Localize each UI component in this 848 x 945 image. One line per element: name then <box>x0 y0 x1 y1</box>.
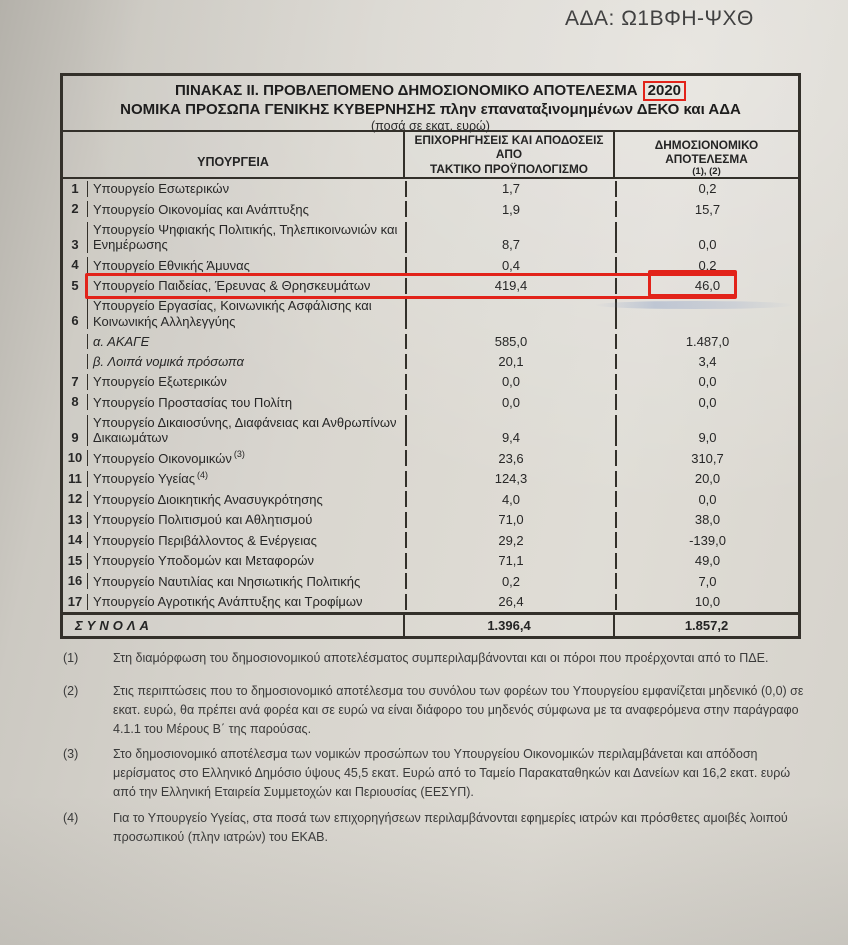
table-row <box>63 220 798 256</box>
footnote-number: (1) <box>63 651 79 665</box>
row-number: 16 <box>63 573 88 589</box>
footnote-1 <box>63 649 815 668</box>
result-value: 15,7 <box>694 201 721 217</box>
table-row <box>63 392 798 413</box>
table-row-highlighted <box>63 276 798 297</box>
row-number: 11 <box>63 471 88 487</box>
result-value: 3,4 <box>698 353 717 369</box>
entity-name <box>88 354 405 370</box>
ministry-name <box>88 298 405 329</box>
ministry-name <box>88 512 405 528</box>
table-row <box>63 469 798 490</box>
footnote-number: (2) <box>63 684 79 698</box>
year-highlight-box: 2020 <box>643 81 686 101</box>
ministry-name-text: Υπουργείο Οικονομίας και Ανάπτυξης <box>93 201 309 217</box>
ministry-name <box>88 395 405 411</box>
totals-row <box>63 612 798 636</box>
table-subrow <box>63 332 798 352</box>
grants-value: 419,4 <box>407 278 617 294</box>
result-value: 46,0 <box>694 278 721 293</box>
grants-value: 0,0 <box>407 394 617 410</box>
table-row <box>63 448 798 469</box>
footnote-text: Στο δημοσιονομικό αποτέλεσμα των νομικών προσώπων του Υπουργείου Οικονομικών περιλαμβάνεται και απόδοση μερίσματος στο Ελληνικό Δημόσιο ύψους 45,5 εκατ. Ευρώ από το Ταμείο Παρακαταθηκών και Δανείων και 16,2 εκατ. ευρώ από την Ελληνική Εταιρεία Συμμετοχών και Περιουσίας (ΕΕΣΥΠ). <box>113 747 791 799</box>
ministry-name-text: Υπουργείο Εθνικής Άμυνας <box>93 257 250 273</box>
ministry-name-text: Υπουργείο Ψηφιακής Πολιτικής, Τηλεπικοινωνιών και Ενημέρωσης <box>93 221 398 252</box>
row-number: 5 <box>63 278 88 294</box>
ministry-name <box>88 181 405 197</box>
ministry-name-text: Υπουργείο Εξωτερικών <box>93 374 227 389</box>
units-note: (ποσά σε εκατ. ευρώ) <box>371 119 490 133</box>
ministry-name <box>88 278 405 294</box>
result-value: 0,0 <box>698 491 717 507</box>
grants-value: 0,0 <box>407 374 617 390</box>
footnote-3 <box>63 745 815 802</box>
result-value: 0,0 <box>698 237 717 252</box>
totals-grants-value: 1.396,4 <box>405 615 615 636</box>
footnote-text: Για το Υπουργείο Υγείας, στα ποσά των επιχορηγήσεων περιλαμβάνονται εφημερίες ιατρών και πρόσθετες αμοιβές λοιπού προσωπικού (πλην ιατρών) του ΕΚΑΒ. <box>113 811 788 844</box>
ministry-name <box>88 594 405 610</box>
footnote-ref: (3) <box>233 449 245 460</box>
table-row <box>63 530 798 551</box>
ministry-name <box>88 553 405 569</box>
ministry-name-text: Υπουργείο Υγείας <box>93 471 195 486</box>
row-number: 9 <box>63 415 88 446</box>
table-row <box>63 199 798 220</box>
row-number: 10 <box>63 450 88 466</box>
ministry-name <box>88 202 405 218</box>
footnote-text: Στις περιπτώσεις που το δημοσιονομικό αποτέλεσμα του συνόλου των φορέων του Υπουργείου εμφανίζεται μηδενικό (0,0) σε εκατ. ευρώ, θα πρέπει ανά φορέα και σε ευρώ να είναι διάφορο του μηδενός σύμφωνα με τα αναφερόμενα στην παράγραφο 4.1.1 του Μέρους Β΄ της παρούσας. <box>113 684 804 736</box>
result-value: 0,0 <box>698 394 717 410</box>
grants-value: 0,2 <box>407 573 617 589</box>
header-grants-line1: ΕΠΙΧΟΡΗΓΗΣΕΙΣ ΚΑΙ ΑΠΟΔΟΣΕΙΣ ΑΠΟ <box>414 132 604 161</box>
ministry-name-text: Υπουργείο Ναυτιλίας και Νησιωτικής Πολιτικής <box>93 573 361 589</box>
ministry-name-text: Υπουργείο Εσωτερικών <box>93 181 230 196</box>
header-fiscal-result-notes: (1), (2) <box>692 166 721 177</box>
result-value: 49,0 <box>694 553 721 568</box>
grants-value: 4,0 <box>407 491 617 507</box>
result-value: 10,0 <box>694 594 721 609</box>
ministry-name <box>88 222 405 253</box>
table-subtitle: ΝΟΜΙΚΑ ΠΡΟΣΩΠΑ ΓΕΝΙΚΗΣ ΚΥΒΕΡΝΗΣΗΣ πλην επαναταξινομημένων ΔΕΚΟ και ΑΔΑ <box>120 101 741 118</box>
ministry-name-text: Υπουργείο Διοικητικής Ανασυγκρότησης <box>93 491 323 507</box>
table-header-row <box>63 132 798 179</box>
grants-value: 1,7 <box>407 181 617 197</box>
ministry-name-text: Υπουργείο Εργασίας, Κοινωνικής Ασφάλισης και Κοινωνικής Αλληλεγγύης <box>93 298 372 329</box>
ada-code: ΑΔΑ: Ω1ΒΦΗ-ΨΧΘ <box>565 7 754 30</box>
entity-name-text: α. ΑΚΑΓΕ <box>93 333 150 349</box>
grants-value <box>407 298 617 329</box>
header-ministries: ΥΠΟΥΡΓΕΙΑ <box>63 132 405 177</box>
grants-value: 23,6 <box>407 450 617 466</box>
footnote-number: (4) <box>63 811 79 825</box>
table-row <box>63 592 798 613</box>
row-number: 15 <box>63 553 88 569</box>
ministry-name <box>88 574 405 590</box>
ministry-name-text: Υπουργείο Προστασίας του Πολίτη <box>93 394 293 410</box>
table-title-text: ΠΙΝΑΚΑΣ ΙΙ. ΠΡΟΒΛΕΠΟΜΕΝΟ ΔΗΜΟΣΙΟΝΟΜΙΚΟ ΑΠΟΤΕΛΕΣΜΑ <box>174 82 638 99</box>
result-value: 0,2 <box>698 257 717 273</box>
ministry-name-text: Υπουργείο Αγροτικής Ανάπτυξης και Τροφίμων <box>93 594 363 609</box>
result-value: 1.487,0 <box>685 333 730 349</box>
row-number: 1 <box>63 181 88 197</box>
ministry-name-text: Υπουργείο Δικαιοσύνης, Διαφάνειας και Ανθρωπίνων Δικαιωμάτων <box>93 414 397 445</box>
header-fiscal-result-line1: ΔΗΜΟΣΙΟΝΟΜΙΚΟ ΑΠΟΤΕΛΕΣΜΑ <box>654 138 759 166</box>
ministry-name-text: Υπουργείο Περιβάλλοντος & Ενέργειας <box>93 532 317 548</box>
footnote-2 <box>63 682 815 739</box>
entity-name-text: β. Λοιπά νομικά πρόσωπα <box>93 353 244 369</box>
table-title-block <box>63 76 798 132</box>
result-value: 310,7 <box>691 450 724 466</box>
table-row <box>63 179 798 200</box>
footnote-ref: (4) <box>197 469 208 480</box>
row-number: 17 <box>63 594 88 610</box>
table-row <box>63 413 798 449</box>
result-value: 38,0 <box>694 512 721 527</box>
grants-value: 585,0 <box>407 334 617 350</box>
row-number <box>63 354 88 370</box>
table-row <box>63 372 798 393</box>
row-number: 12 <box>63 491 88 507</box>
totals-label: ΣΥΝΟΛΑ <box>63 615 405 636</box>
ministry-name <box>88 492 405 508</box>
totals-result-value: 1.857,2 <box>684 618 729 633</box>
grants-value: 71,1 <box>407 553 617 569</box>
grants-value: 20,1 <box>407 354 617 370</box>
ministry-name <box>88 258 405 274</box>
ministry-name-text: Υπουργείο Οικονομικών <box>93 450 232 466</box>
ministry-name-text: Υπουργείο Παιδείας, Έρευνας & Θρησκευμάτων <box>93 278 371 293</box>
table-row <box>63 489 798 510</box>
row-number: 3 <box>63 222 88 253</box>
grants-value: 1,9 <box>407 201 617 217</box>
row-number <box>63 334 88 350</box>
grants-value: 71,0 <box>407 512 617 528</box>
footnote-number: (3) <box>63 747 79 761</box>
row-number: 7 <box>63 374 88 390</box>
ministry-name <box>88 415 405 446</box>
ministry-name-text: Υπουργείο Υποδομών και Μεταφορών <box>93 553 315 568</box>
entity-name <box>88 334 405 350</box>
header-grants-line2: ΤΑΚΤΙΚΟ ΠΡΟΫΠΟΛΟΓΙΣΜΟ <box>430 161 588 176</box>
result-value: 9,0 <box>698 430 717 445</box>
ministry-name <box>88 533 405 549</box>
result-value: 0,2 <box>698 181 717 196</box>
row-number: 8 <box>63 394 88 410</box>
grants-value: 26,4 <box>407 594 617 610</box>
grants-value: 9,4 <box>407 415 617 446</box>
result-value: 7,0 <box>698 573 717 589</box>
row-number: 2 <box>63 201 88 217</box>
table-row <box>63 296 798 332</box>
fiscal-result-table <box>60 73 801 639</box>
grants-value: 124,3 <box>407 471 617 487</box>
ministry-name <box>88 374 405 390</box>
table-subrow <box>63 352 798 372</box>
result-value: 20,0 <box>694 471 721 486</box>
row-number: 4 <box>63 257 88 273</box>
table-row <box>63 571 798 592</box>
row-number: 14 <box>63 532 88 548</box>
row-number: 13 <box>63 512 88 528</box>
footnote-4 <box>63 809 815 847</box>
table-row <box>63 510 798 531</box>
result-value: -139,0 <box>689 532 726 548</box>
table-row <box>63 551 798 572</box>
ministry-name <box>88 471 405 487</box>
grants-value: 8,7 <box>407 222 617 253</box>
row-number: 6 <box>63 298 88 329</box>
ministry-name <box>88 451 405 467</box>
footnote-text: Στη διαμόρφωση του δημοσιονομικού αποτελέσματος συμπεριλαμβάνονται και οι πόροι που προέρχονται από το ΠΔΕ. <box>113 651 769 665</box>
ministry-name-text: Υπουργείο Πολιτισμού και Αθλητισμού <box>93 512 313 527</box>
table-row <box>63 255 798 276</box>
grants-value: 29,2 <box>407 532 617 548</box>
table-title <box>63 81 798 101</box>
header-grants <box>405 132 615 177</box>
header-fiscal-result <box>615 132 798 177</box>
result-value: 0,0 <box>698 374 717 389</box>
table-body <box>63 179 798 613</box>
grants-value: 0,4 <box>407 257 617 273</box>
